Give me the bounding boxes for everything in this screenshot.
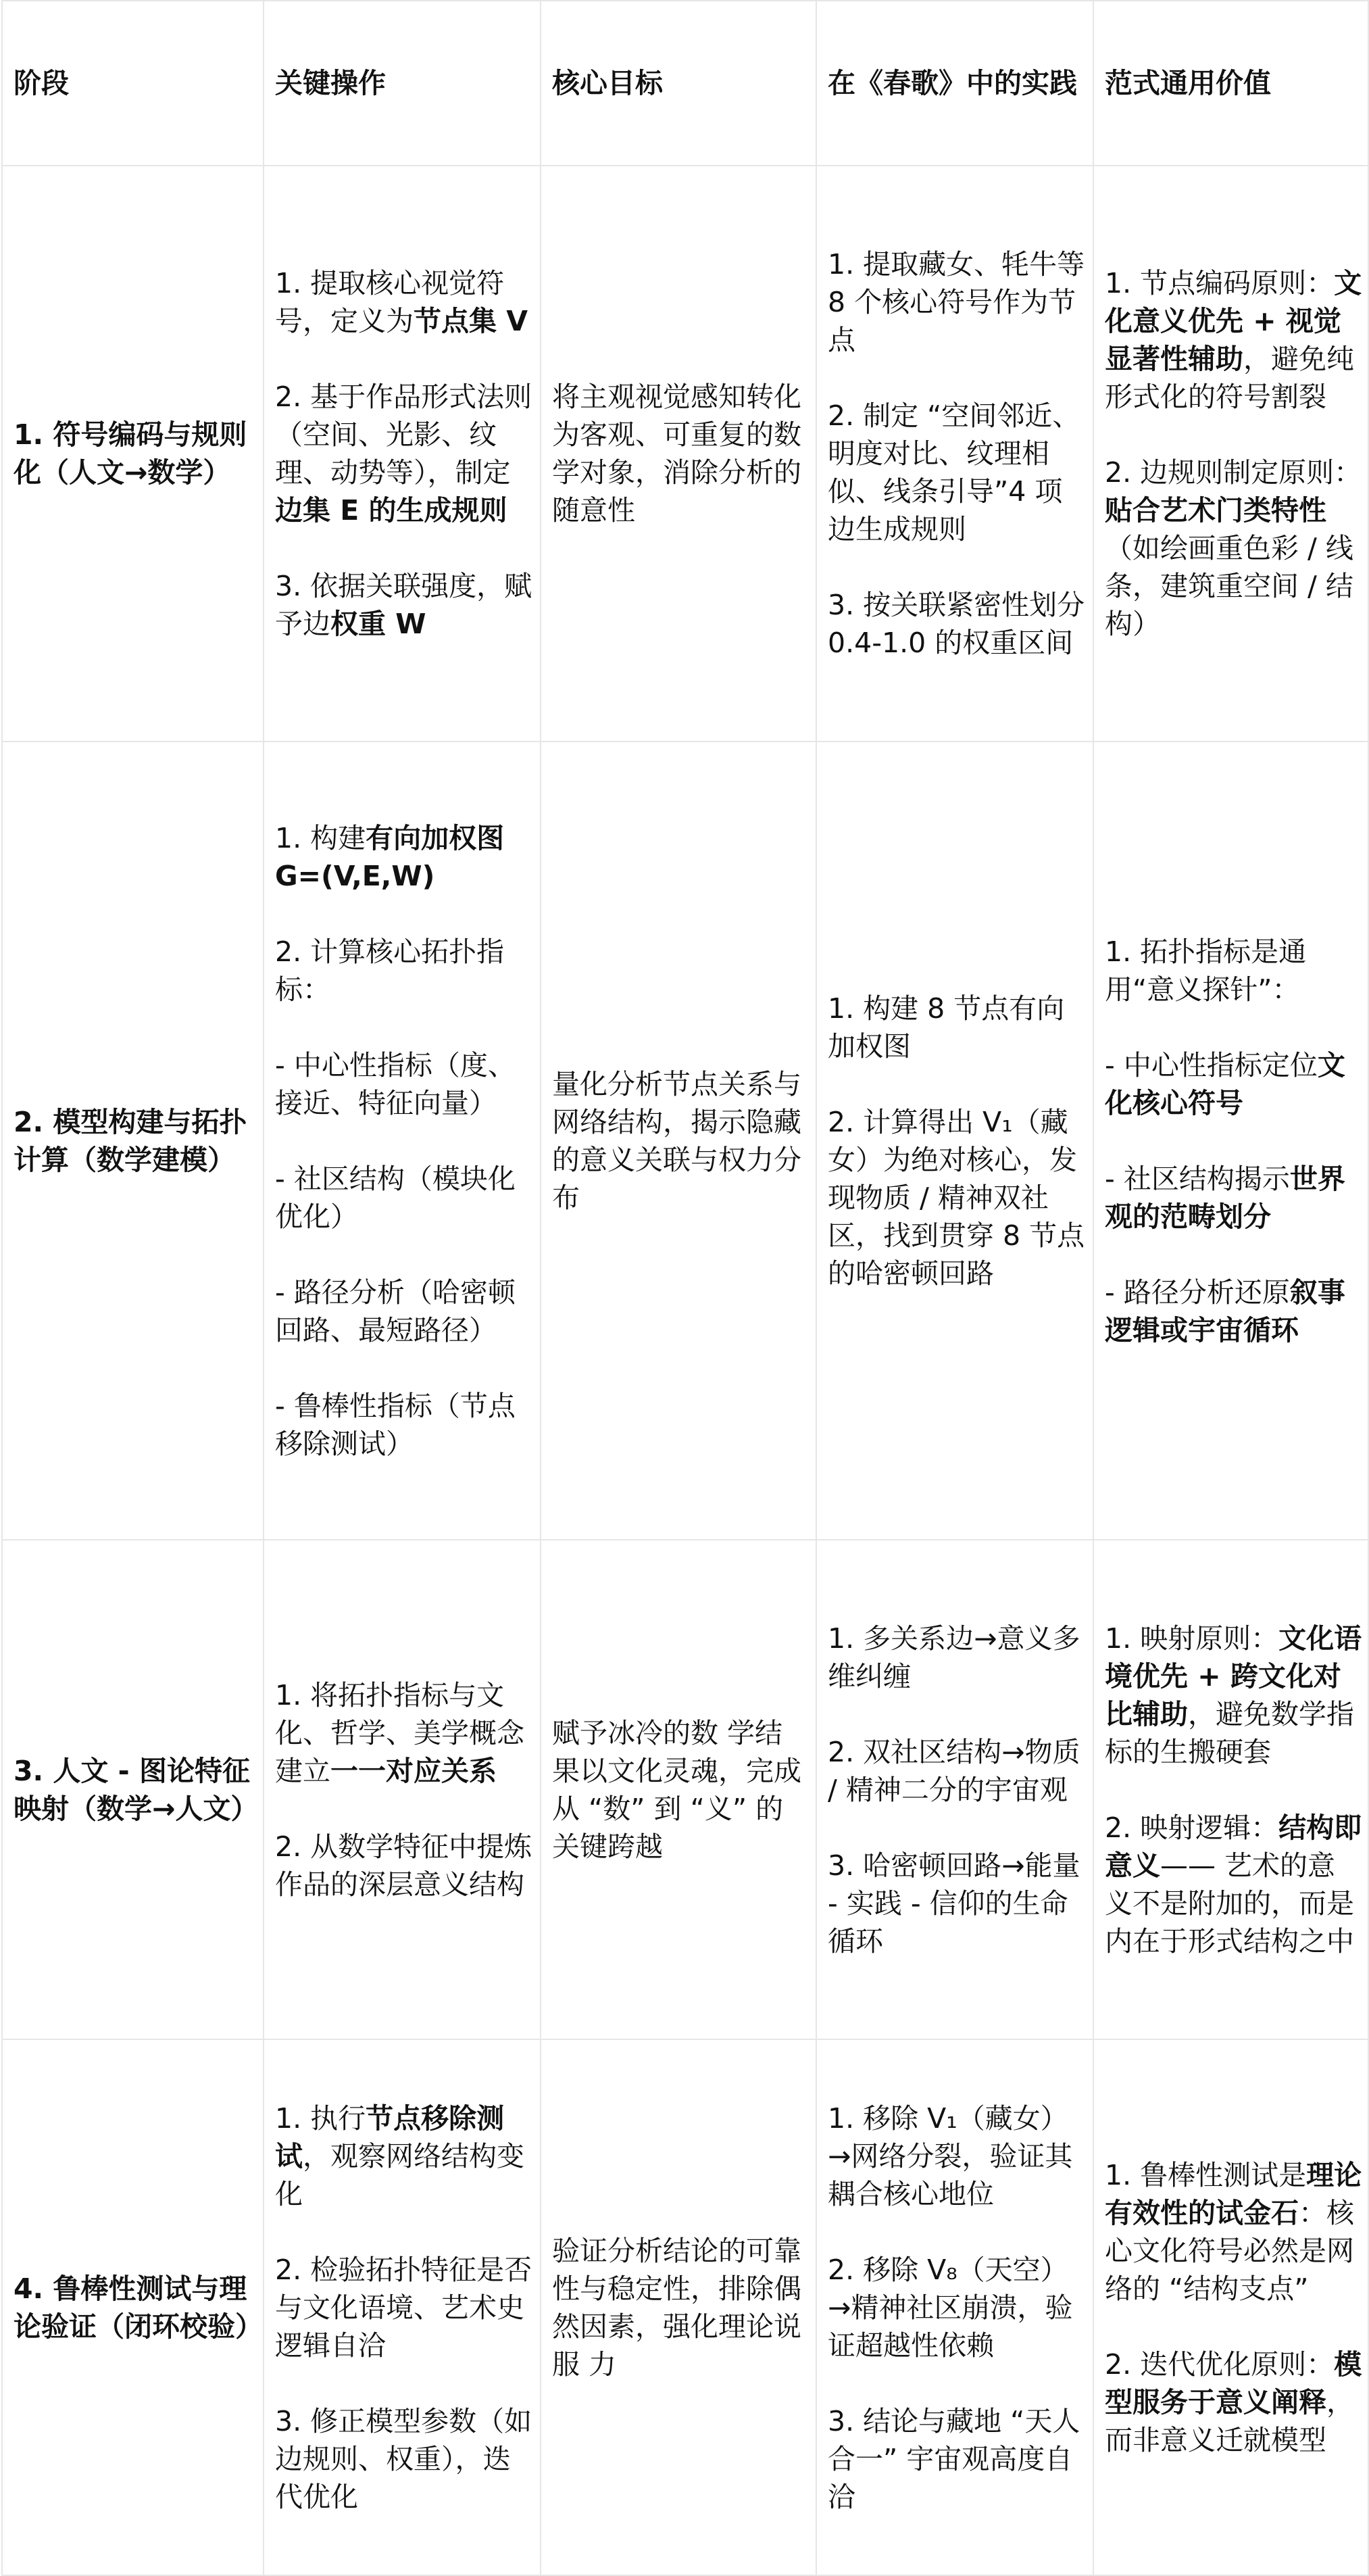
cell-text: 1. 多关系边→意义多维纠缠 — [828, 1622, 1080, 1693]
table-row — [2, 1540, 1368, 2039]
bold-text: 文化语境优先 + 跨文化对比辅助 — [1105, 1622, 1362, 1730]
cell-text: 1. 拓扑指标是通用“意义探针”： — [1105, 935, 1307, 1006]
header-row — [2, 1, 1368, 166]
bold-text: 世界观的范畴划分 — [1105, 1162, 1345, 1233]
practice-cell — [816, 2039, 1093, 2575]
goal-cell: 验证分析结论的可靠性与稳定性，排除偶然因素，强化理论说服 力 — [541, 2039, 816, 2575]
cell-text: ，而非意义迁就模型 — [1105, 2385, 1354, 2456]
cell-text: 1. 构建 — [275, 821, 366, 854]
cell-paragraph — [1105, 454, 1362, 643]
cell-paragraph — [1105, 2346, 1362, 2459]
cell-paragraph — [275, 2251, 534, 2364]
cell-text: - 中心性指标（度、接近、特征向量） — [275, 1048, 516, 1119]
cell-paragraph — [1105, 1620, 1362, 1771]
stage-cell: 1. 符号编码与规则化（人文→数学） — [2, 166, 264, 742]
cell-paragraph — [1105, 264, 1362, 416]
practice-cell — [816, 166, 1093, 742]
cell-text: 1. 提取藏女、牦牛等 8 个核心符号作为节点 — [828, 248, 1085, 356]
cell-paragraph — [1105, 933, 1362, 1008]
cell-paragraph — [1105, 1273, 1362, 1349]
cell-paragraph — [275, 1046, 534, 1122]
cell-text: ：核心文化符号必然是网络的 “结构支点” — [1105, 2196, 1354, 2305]
cell-paragraph — [275, 2402, 534, 2516]
cell-text: 2. 移除 V₈（天空）→精神社区崩溃，验证超越性依赖 — [828, 2253, 1073, 2362]
cell-paragraph — [828, 1847, 1087, 1960]
cell-text: 2. 基于作品形式法则（空间、光影、纹理、动势等），制定 — [275, 381, 532, 489]
cell-text: （如绘画重色彩 / 线条，建筑重空间 / 结构） — [1105, 532, 1353, 640]
cell-paragraph — [275, 1828, 534, 1903]
bold-text: 有向加权图 G=(V,E,W) — [275, 821, 505, 892]
header-stage: 阶段 — [2, 1, 264, 166]
cell-paragraph — [275, 567, 534, 643]
table-row — [2, 742, 1368, 1540]
cell-text: 2. 映射逻辑： — [1105, 1811, 1279, 1844]
cell-paragraph — [828, 2251, 1087, 2364]
header-key-operations: 关键操作 — [264, 1, 541, 166]
cell-paragraph — [1105, 2156, 1362, 2308]
stage-cell: 2. 模型构建与拓扑计算（数学建模） — [2, 742, 264, 1540]
stage-cell: 3. 人文 - 图论特征映射（数学→人文） — [2, 1540, 264, 2039]
cell-text: 2. 计算得出 V₁（藏女）为绝对核心，发现物质 / 精神双社区，找到贯穿 8 节点的哈密顿回路 — [828, 1105, 1085, 1290]
cell-text: 1. 将拓扑指标与文化、哲学、美学概念建立 — [275, 1678, 524, 1787]
cell-paragraph — [828, 397, 1087, 548]
header-practice: 在《春歌》中的实践 — [816, 1, 1093, 166]
bold-text: 模型服务于意义阐释 — [1105, 2348, 1362, 2419]
cell-paragraph — [828, 1103, 1087, 1292]
cell-paragraph — [275, 1676, 534, 1790]
cell-text: 3. 修正模型参数（如边规则、权重），迭代优化 — [275, 2404, 532, 2513]
practice-cell — [816, 742, 1093, 1540]
cell-text: 1. 移除 V₁（藏女）→网络分裂，验证其耦合核心地位 — [828, 2101, 1073, 2210]
value-cell — [1093, 742, 1368, 1540]
bold-text: 理论有效性的试金石 — [1105, 2158, 1362, 2229]
header-core-goal: 核心目标 — [541, 1, 816, 166]
cell-text: - 鲁棒性指标（节点移除测试） — [275, 1389, 516, 1460]
cell-text: 2. 制定 “空间邻近、明度对比、纹理相似、线条引导”4 项边生成规则 — [828, 399, 1080, 545]
cell-paragraph — [828, 245, 1087, 359]
practice-cell — [816, 1540, 1093, 2039]
cell-text: - 社区结构揭示 — [1105, 1162, 1290, 1195]
value-cell — [1093, 2039, 1368, 2575]
stage-cell: 4. 鲁棒性测试与理论验证（闭环校验） — [2, 2039, 264, 2575]
bold-text: 权重 W — [330, 608, 426, 640]
value-cell — [1093, 166, 1368, 742]
operations-cell — [264, 742, 541, 1540]
bold-text: 文化意义优先 + 视觉显著性辅助 — [1105, 267, 1362, 375]
cell-paragraph — [1105, 1809, 1362, 1960]
goal-cell: 量化分析节点关系与网络结构，揭示隐藏的意义关联与权力分布 — [541, 742, 816, 1540]
cell-text: 3. 哈密顿回路→能量 - 实践 - 信仰的生命循环 — [828, 1849, 1080, 1958]
cell-paragraph — [275, 1387, 534, 1463]
cell-text: 1. 构建 8 节点有向加权图 — [828, 992, 1065, 1063]
bold-text: 结构即意义 — [1105, 1811, 1362, 1882]
cell-paragraph — [828, 1620, 1087, 1695]
stage-table — [1, 0, 1369, 2576]
table-row — [2, 166, 1368, 742]
cell-text: 2. 迭代优化原则： — [1105, 2348, 1335, 2381]
cell-text: 2. 双社区结构→物质 / 精神二分的宇宙观 — [828, 1735, 1080, 1806]
operations-cell — [264, 1540, 541, 2039]
cell-text: 2. 从数学特征中提炼作品的深层意义结构 — [275, 1830, 532, 1901]
cell-paragraph — [828, 2099, 1087, 2213]
cell-text: 3. 按关联紧密性划分0.4-1.0 的权重区间 — [828, 589, 1085, 659]
cell-paragraph — [275, 933, 534, 1008]
cell-paragraph — [828, 990, 1087, 1065]
cell-text: - 中心性指标定位 — [1105, 1048, 1318, 1082]
operations-cell — [264, 166, 541, 742]
operations-cell — [264, 2039, 541, 2575]
bold-text: 边集 E 的生成规则 — [275, 494, 507, 527]
bold-text: 文化核心符号 — [1105, 1048, 1345, 1119]
cell-text: 1. 执行 — [275, 2101, 366, 2135]
goal-cell: 将主观视觉感知转化为客观、可重复的数学对象，消除分析的随意性 — [541, 166, 816, 742]
cell-paragraph — [275, 819, 534, 895]
cell-text: ，观察网络结构变化 — [275, 2139, 524, 2210]
bold-text: 贴合艺术门类特性 — [1105, 494, 1326, 527]
bold-text: 叙事逻辑或宇宙循环 — [1105, 1275, 1345, 1346]
cell-text: - 社区结构（模块化优化） — [275, 1162, 516, 1233]
cell-text: —— 艺术的意义不是附加的，而是内在于形式结构之中 — [1105, 1849, 1354, 1958]
bold-text: 节点集 V — [414, 305, 528, 337]
cell-paragraph — [828, 2402, 1087, 2516]
header-general-value: 范式通用价值 — [1093, 1, 1368, 166]
cell-paragraph — [1105, 1160, 1362, 1236]
cell-paragraph — [275, 2099, 534, 2213]
cell-paragraph — [828, 1733, 1087, 1809]
cell-text: 1. 提取核心视觉符号，定义为 — [275, 267, 505, 337]
value-cell — [1093, 1540, 1368, 2039]
cell-text: - 路径分析（哈密顿回路、最短路径） — [275, 1275, 516, 1346]
bold-text: 节点移除测试 — [275, 2101, 505, 2172]
cell-paragraph — [828, 586, 1087, 662]
cell-text: 3. 依据关联强度，赋予边 — [275, 570, 532, 640]
cell-text: 3. 结论与藏地 “天人合一” 宇宙观高度自洽 — [828, 2404, 1080, 2513]
cell-text: - 路径分析还原 — [1105, 1275, 1290, 1309]
cell-paragraph — [1105, 1046, 1362, 1122]
cell-text: 1. 鲁棒性测试是 — [1105, 2158, 1307, 2191]
cell-paragraph — [275, 1160, 534, 1236]
table-row — [2, 2039, 1368, 2575]
cell-text: 2. 边规则制定原则： — [1105, 456, 1362, 489]
goal-cell: 赋予冰冷的数 学结果以文化灵魂，完成从 “数” 到 “义” 的关键跨越 — [541, 1540, 816, 2039]
cell-text: 1. 映射原则： — [1105, 1622, 1279, 1655]
cell-paragraph — [275, 264, 534, 340]
cell-text: 1. 节点编码原则： — [1105, 267, 1335, 299]
cell-text: ，避免纯形式化的符号割裂 — [1105, 343, 1354, 413]
cell-paragraph — [275, 378, 534, 529]
cell-text: 2. 计算核心拓扑指标： — [275, 935, 505, 1006]
cell-text: ，避免数学指标的生搬硬套 — [1105, 1697, 1354, 1768]
bold-text: 一一对应关系 — [330, 1754, 497, 1787]
cell-paragraph — [275, 1273, 534, 1349]
cell-text: 2. 检验拓扑特征是否与文化语境、艺术史逻辑自洽 — [275, 2253, 532, 2362]
